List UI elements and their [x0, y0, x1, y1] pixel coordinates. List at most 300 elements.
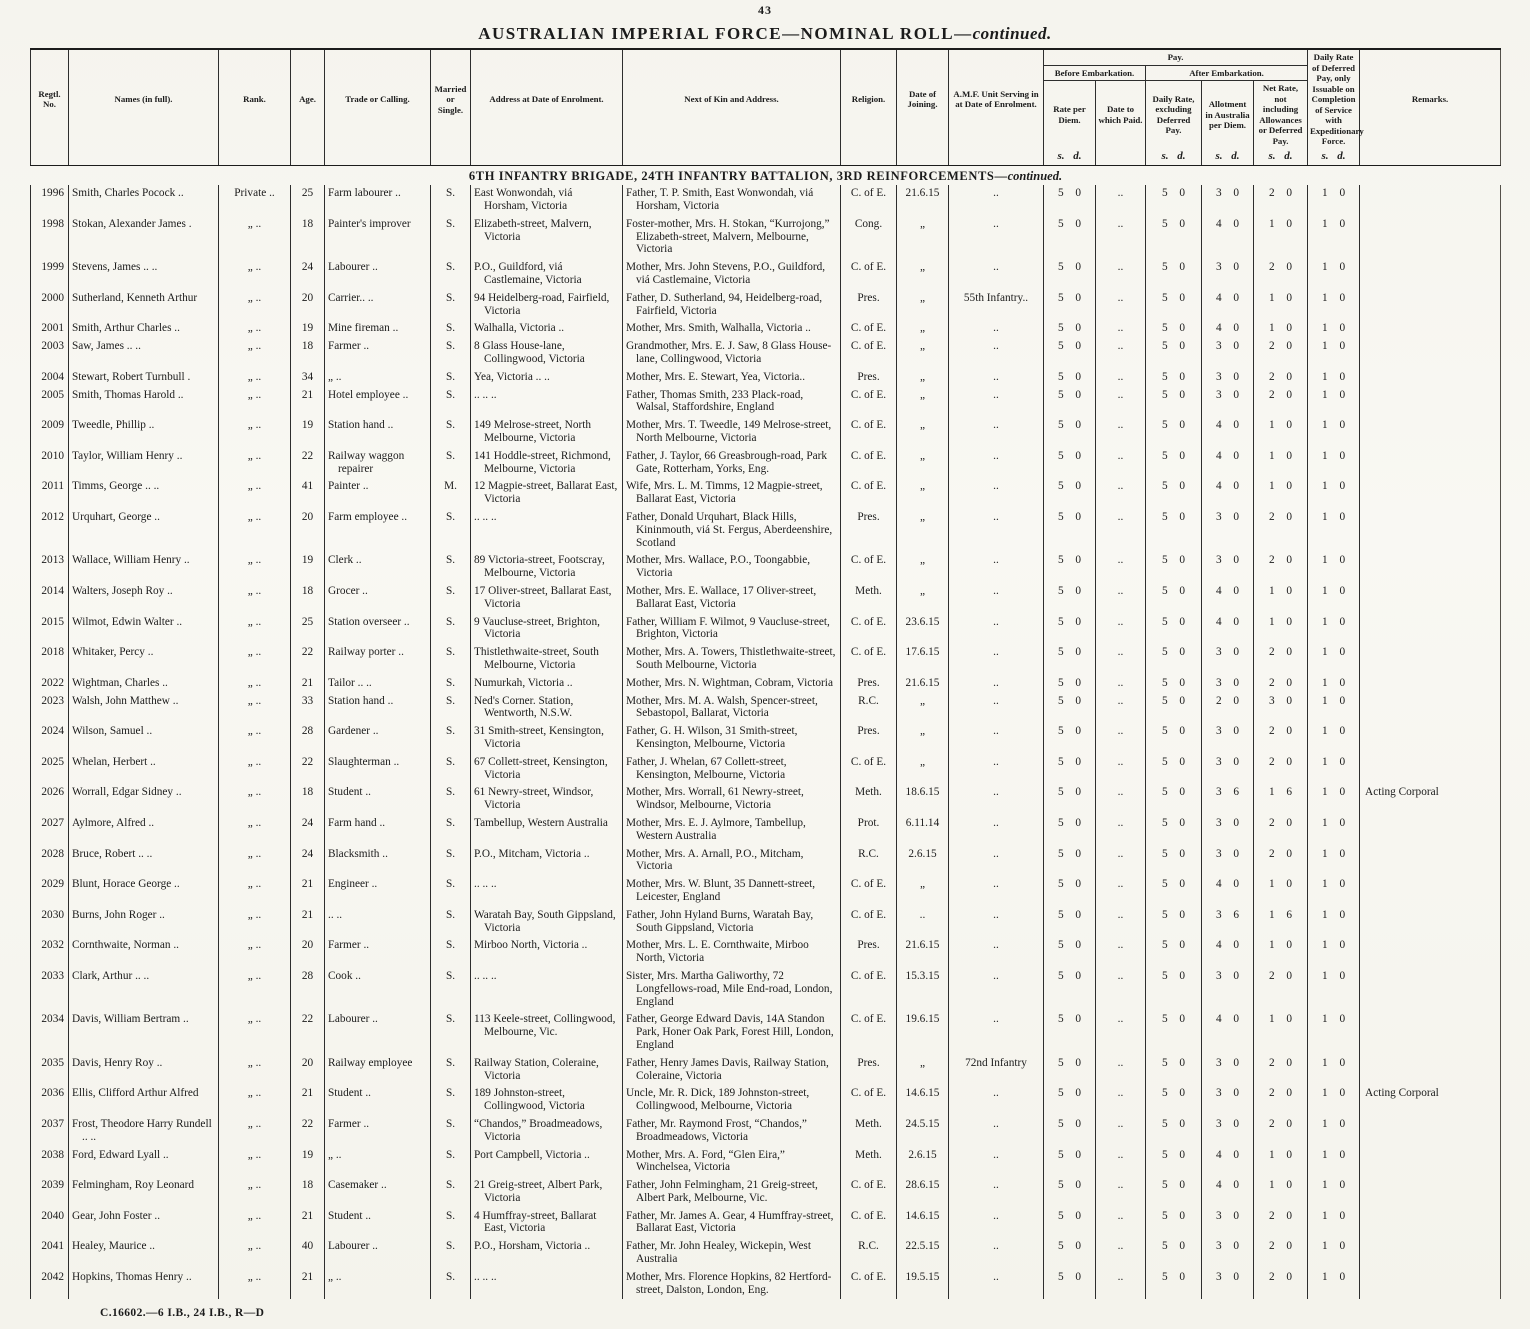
- cell-allot: 3 0: [1202, 552, 1254, 583]
- cell-remarks: [1360, 185, 1501, 216]
- cell-trade: .. ..: [325, 907, 431, 938]
- cell-allot: 3 0: [1202, 846, 1254, 877]
- cell-daily: 5 0: [1146, 1238, 1202, 1269]
- cell-religion: R.C.: [841, 846, 897, 877]
- cell-date: 18.6.15: [897, 784, 949, 815]
- cell-paid: ..: [1096, 1011, 1146, 1054]
- cell-name: Bruce, Robert .. ..: [69, 846, 219, 877]
- cell-nok: Uncle, Mr. R. Dick, 189 Johnston-street, Collingwood, Melbourne, Victoria: [623, 1085, 841, 1116]
- cell-allot: 4 0: [1202, 448, 1254, 479]
- cell-rate: 5 0: [1044, 644, 1096, 675]
- cell-rank: „ ..: [219, 509, 291, 552]
- cell-allot: 4 0: [1202, 614, 1254, 645]
- cell-net: 1 0: [1254, 417, 1308, 448]
- cell-ms: S.: [431, 784, 471, 815]
- cell-date: „: [897, 693, 949, 724]
- cell-unit: ..: [949, 754, 1044, 785]
- cell-trade: Painter's improver: [325, 216, 431, 259]
- cell-def: 1 0: [1308, 614, 1360, 645]
- cell-name: Taylor, William Henry ..: [69, 448, 219, 479]
- cell-religion: C. of E.: [841, 185, 897, 216]
- cell-nok: Mother, Mrs. Smith, Walhalla, Victoria ..: [623, 320, 841, 338]
- cell-net: 1 0: [1254, 1147, 1308, 1178]
- cell-nok: Father, Mr. Raymond Frost, “Chandos,” Broadmeadows, Victoria: [623, 1116, 841, 1147]
- cell-rate: 5 0: [1044, 1177, 1096, 1208]
- cell-def: 1 0: [1308, 937, 1360, 968]
- cell-religion: C. of E.: [841, 552, 897, 583]
- cell-date: „: [897, 552, 949, 583]
- section-heading-continued: continued.: [1007, 168, 1063, 183]
- cell-def: 1 0: [1308, 815, 1360, 846]
- cell-age: 22: [291, 754, 325, 785]
- cell-name: Wilmot, Edwin Walter ..: [69, 614, 219, 645]
- cell-ms: S.: [431, 846, 471, 877]
- cell-remarks: [1360, 387, 1501, 418]
- roll-row: [31, 846, 1501, 877]
- cell-unit: ..: [949, 338, 1044, 369]
- cell-unit: ..: [949, 723, 1044, 754]
- cell-def: 1 0: [1308, 784, 1360, 815]
- cell-age: 19: [291, 1147, 325, 1178]
- cell-daily: 5 0: [1146, 937, 1202, 968]
- cell-trade: Engineer ..: [325, 876, 431, 907]
- cell-trade: Blacksmith ..: [325, 846, 431, 877]
- cell-rate: 5 0: [1044, 509, 1096, 552]
- cell-date: 17.6.15: [897, 644, 949, 675]
- cell-ms: S.: [431, 693, 471, 724]
- cell-paid: ..: [1096, 1208, 1146, 1239]
- cell-allot: 4 0: [1202, 216, 1254, 259]
- cell-net: 1 0: [1254, 937, 1308, 968]
- cell-no: 2015: [31, 614, 69, 645]
- cell-religion: Pres.: [841, 937, 897, 968]
- cell-date: 21.6.15: [897, 185, 949, 216]
- cell-paid: ..: [1096, 1085, 1146, 1116]
- cell-rank: „ ..: [219, 1055, 291, 1086]
- cell-remarks: [1360, 723, 1501, 754]
- cell-rank: „ ..: [219, 369, 291, 387]
- cell-no: 2023: [31, 693, 69, 724]
- sd-daily: s. d.: [1146, 149, 1202, 166]
- cell-religion: C. of E.: [841, 320, 897, 338]
- cell-no: 2026: [31, 784, 69, 815]
- section-heading-row: [31, 165, 1501, 185]
- cell-net: 2 0: [1254, 723, 1308, 754]
- cell-age: 21: [291, 1269, 325, 1300]
- cell-ms: S.: [431, 259, 471, 290]
- sd-net: s. d.: [1254, 149, 1308, 166]
- cell-no: 2004: [31, 369, 69, 387]
- cell-ms: S.: [431, 907, 471, 938]
- cell-net: 1 6: [1254, 784, 1308, 815]
- cell-no: 1996: [31, 185, 69, 216]
- cell-paid: ..: [1096, 338, 1146, 369]
- cell-nok: Sister, Mrs. Martha Galiworthy, 72 Longfellows-road, Mile End-road, London, England: [623, 968, 841, 1011]
- cell-trade: Student ..: [325, 1208, 431, 1239]
- cell-rate: 5 0: [1044, 1085, 1096, 1116]
- cell-rate: 5 0: [1044, 1238, 1096, 1269]
- cell-rate: 5 0: [1044, 583, 1096, 614]
- cell-daily: 5 0: [1146, 478, 1202, 509]
- cell-net: 2 0: [1254, 259, 1308, 290]
- cell-paid: ..: [1096, 968, 1146, 1011]
- cell-daily: 5 0: [1146, 968, 1202, 1011]
- cell-no: 2005: [31, 387, 69, 418]
- cell-age: 18: [291, 784, 325, 815]
- cell-address: Elizabeth-street, Malvern, Victoria: [471, 216, 623, 259]
- cell-unit: ..: [949, 876, 1044, 907]
- cell-paid: ..: [1096, 1147, 1146, 1178]
- cell-paid: ..: [1096, 784, 1146, 815]
- header-before-embarkation: Before Embarkation.: [1044, 65, 1146, 81]
- cell-def: 1 0: [1308, 723, 1360, 754]
- cell-unit: ..: [949, 259, 1044, 290]
- cell-daily: 5 0: [1146, 1147, 1202, 1178]
- cell-rank: „ ..: [219, 1116, 291, 1147]
- cell-religion: Meth.: [841, 583, 897, 614]
- cell-def: 1 0: [1308, 644, 1360, 675]
- cell-age: 19: [291, 320, 325, 338]
- cell-rate: 5 0: [1044, 907, 1096, 938]
- roll-row: [31, 290, 1501, 321]
- roll-row: [31, 185, 1501, 216]
- cell-age: 18: [291, 1177, 325, 1208]
- cell-allot: 4 0: [1202, 1147, 1254, 1178]
- cell-nok: Father, J. Taylor, 66 Greasbrough-road, Park Gate, Rotterham, Yorks, Eng.: [623, 448, 841, 479]
- header-names: Names (in full).: [69, 49, 219, 149]
- cell-remarks: [1360, 478, 1501, 509]
- roll-row: [31, 754, 1501, 785]
- shillings-pence-row: [31, 149, 1501, 166]
- cell-ms: S.: [431, 614, 471, 645]
- cell-ms: S.: [431, 1208, 471, 1239]
- cell-nok: Mother, Mrs. Wallace, P.O., Toongabbie, Victoria: [623, 552, 841, 583]
- cell-rank: „ ..: [219, 846, 291, 877]
- cell-age: 22: [291, 1011, 325, 1054]
- cell-no: 2018: [31, 644, 69, 675]
- cell-address: Tambellup, Western Australia: [471, 815, 623, 846]
- cell-address: “Chandos,” Broadmeadows, Victoria: [471, 1116, 623, 1147]
- roll-row: [31, 1085, 1501, 1116]
- cell-paid: ..: [1096, 290, 1146, 321]
- header-rate-per-diem: Rate per Diem.: [1044, 81, 1096, 149]
- cell-daily: 5 0: [1146, 644, 1202, 675]
- cell-allot: 3 0: [1202, 815, 1254, 846]
- cell-date: 2.6.15: [897, 846, 949, 877]
- cell-def: 1 0: [1308, 1055, 1360, 1086]
- cell-nok: Grandmother, Mrs. E. J. Saw, 8 Glass House-lane, Collingwood, Victoria: [623, 338, 841, 369]
- cell-remarks: [1360, 448, 1501, 479]
- cell-allot: 3 0: [1202, 509, 1254, 552]
- cell-address: Walhalla, Victoria ..: [471, 320, 623, 338]
- cell-net: 2 0: [1254, 1116, 1308, 1147]
- cell-rank: „ ..: [219, 907, 291, 938]
- cell-unit: ..: [949, 614, 1044, 645]
- cell-daily: 5 0: [1146, 369, 1202, 387]
- cell-rank: „ ..: [219, 338, 291, 369]
- cell-nok: Mother, Mrs. L. E. Cornthwaite, Mirboo North, Victoria: [623, 937, 841, 968]
- cell-allot: 3 6: [1202, 784, 1254, 815]
- cell-paid: ..: [1096, 644, 1146, 675]
- cell-remarks: [1360, 369, 1501, 387]
- cell-age: 22: [291, 1116, 325, 1147]
- cell-no: 2024: [31, 723, 69, 754]
- header-trade: Trade or Calling.: [325, 49, 431, 149]
- cell-name: Urquhart, George ..: [69, 509, 219, 552]
- cell-address: P.O., Mitcham, Victoria ..: [471, 846, 623, 877]
- cell-address: 141 Hoddle-street, Richmond, Melbourne, Victoria: [471, 448, 623, 479]
- cell-age: 24: [291, 815, 325, 846]
- cell-age: 34: [291, 369, 325, 387]
- cell-date: 23.6.15: [897, 614, 949, 645]
- cell-paid: ..: [1096, 369, 1146, 387]
- cell-rate: 5 0: [1044, 448, 1096, 479]
- cell-ms: S.: [431, 417, 471, 448]
- cell-religion: Pres.: [841, 675, 897, 693]
- cell-unit: ..: [949, 583, 1044, 614]
- roll-row: [31, 417, 1501, 448]
- cell-allot: 3 0: [1202, 1238, 1254, 1269]
- cell-def: 1 0: [1308, 1085, 1360, 1116]
- cell-name: Stokan, Alexander James .: [69, 216, 219, 259]
- cell-rank: „ ..: [219, 320, 291, 338]
- cell-date: „: [897, 387, 949, 418]
- cell-religion: Pres.: [841, 723, 897, 754]
- cell-trade: Labourer ..: [325, 1011, 431, 1054]
- cell-name: Healey, Maurice ..: [69, 1238, 219, 1269]
- cell-ms: S.: [431, 185, 471, 216]
- cell-ms: S.: [431, 644, 471, 675]
- section-heading: 6TH INFANTRY BRIGADE, 24TH INFANTRY BATTALION, 3RD REINFORCEMENTS—: [468, 168, 1008, 183]
- page-title-continued: continued.: [972, 24, 1052, 43]
- cell-address: .. .. ..: [471, 1269, 623, 1300]
- cell-rate: 5 0: [1044, 876, 1096, 907]
- cell-rate: 5 0: [1044, 614, 1096, 645]
- cell-religion: C. of E.: [841, 907, 897, 938]
- cell-religion: C. of E.: [841, 417, 897, 448]
- cell-ms: M.: [431, 478, 471, 509]
- cell-nok: Mother, Mrs. T. Tweedle, 149 Melrose-street, North Melbourne, Victoria: [623, 417, 841, 448]
- cell-allot: 4 0: [1202, 320, 1254, 338]
- cell-age: 20: [291, 1055, 325, 1086]
- cell-net: 3 0: [1254, 693, 1308, 724]
- cell-address: P.O., Horsham, Victoria ..: [471, 1238, 623, 1269]
- cell-remarks: [1360, 583, 1501, 614]
- roll-row: [31, 583, 1501, 614]
- cell-daily: 5 0: [1146, 723, 1202, 754]
- cell-address: Railway Station, Coleraine, Victoria: [471, 1055, 623, 1086]
- cell-name: Saw, James .. ..: [69, 338, 219, 369]
- cell-date: „: [897, 1055, 949, 1086]
- cell-unit: ..: [949, 1208, 1044, 1239]
- cell-trade: Railway employee: [325, 1055, 431, 1086]
- cell-daily: 5 0: [1146, 509, 1202, 552]
- cell-rate: 5 0: [1044, 1055, 1096, 1086]
- cell-religion: C. of E.: [841, 876, 897, 907]
- cell-remarks: [1360, 259, 1501, 290]
- roll-row: [31, 1116, 1501, 1147]
- cell-ms: S.: [431, 1269, 471, 1300]
- cell-paid: ..: [1096, 1116, 1146, 1147]
- cell-def: 1 0: [1308, 968, 1360, 1011]
- cell-no: 2013: [31, 552, 69, 583]
- cell-remarks: [1360, 1116, 1501, 1147]
- cell-trade: Station hand ..: [325, 693, 431, 724]
- cell-address: 61 Newry-street, Windsor, Victoria: [471, 784, 623, 815]
- cell-net: 2 0: [1254, 1208, 1308, 1239]
- cell-daily: 5 0: [1146, 614, 1202, 645]
- roll-row: [31, 1177, 1501, 1208]
- cell-religion: C. of E.: [841, 644, 897, 675]
- cell-remarks: [1360, 1055, 1501, 1086]
- cell-net: 2 0: [1254, 675, 1308, 693]
- cell-trade: Clerk ..: [325, 552, 431, 583]
- cell-religion: Pres.: [841, 290, 897, 321]
- cell-ms: S.: [431, 552, 471, 583]
- cell-def: 1 0: [1308, 259, 1360, 290]
- cell-nok: Mother, Mrs. E. J. Aylmore, Tambellup, Western Australia: [623, 815, 841, 846]
- cell-unit: ..: [949, 448, 1044, 479]
- cell-ms: S.: [431, 320, 471, 338]
- roll-row: [31, 338, 1501, 369]
- cell-allot: 3 0: [1202, 754, 1254, 785]
- cell-unit: ..: [949, 937, 1044, 968]
- cell-daily: 5 0: [1146, 675, 1202, 693]
- cell-remarks: [1360, 644, 1501, 675]
- roll-row: [31, 1055, 1501, 1086]
- cell-paid: ..: [1096, 675, 1146, 693]
- roll-row: [31, 1011, 1501, 1054]
- cell-address: 4 Humffray-street, Ballarat East, Victoria: [471, 1208, 623, 1239]
- cell-date: 6.11.14: [897, 815, 949, 846]
- cell-ms: S.: [431, 1238, 471, 1269]
- cell-daily: 5 0: [1146, 1208, 1202, 1239]
- roll-table-body: [31, 165, 1501, 1299]
- cell-daily: 5 0: [1146, 1116, 1202, 1147]
- cell-def: 1 0: [1308, 290, 1360, 321]
- cell-name: Burns, John Roger ..: [69, 907, 219, 938]
- cell-date: „: [897, 369, 949, 387]
- cell-unit: ..: [949, 417, 1044, 448]
- cell-net: 2 0: [1254, 509, 1308, 552]
- cell-daily: 5 0: [1146, 448, 1202, 479]
- cell-rate: 5 0: [1044, 968, 1096, 1011]
- cell-name: Smith, Charles Pocock ..: [69, 185, 219, 216]
- cell-address: 94 Heidelberg-road, Fairfield, Victoria: [471, 290, 623, 321]
- cell-date: 19.6.15: [897, 1011, 949, 1054]
- cell-nok: Father, Thomas Smith, 233 Plack-road, Walsal, Staffordshire, England: [623, 387, 841, 418]
- cell-address: Waratah Bay, South Gippsland, Victoria: [471, 907, 623, 938]
- cell-def: 1 0: [1308, 320, 1360, 338]
- cell-def: 1 0: [1308, 369, 1360, 387]
- cell-trade: Student ..: [325, 784, 431, 815]
- cell-name: Whelan, Herbert ..: [69, 754, 219, 785]
- cell-unit: ..: [949, 1147, 1044, 1178]
- cell-address: 9 Vaucluse-street, Brighton, Victoria: [471, 614, 623, 645]
- cell-rank: „ ..: [219, 876, 291, 907]
- cell-rank: „ ..: [219, 784, 291, 815]
- cell-net: 2 0: [1254, 1238, 1308, 1269]
- cell-date: 28.6.15: [897, 1177, 949, 1208]
- cell-no: 2029: [31, 876, 69, 907]
- cell-paid: ..: [1096, 185, 1146, 216]
- cell-date: „: [897, 448, 949, 479]
- cell-net: 2 0: [1254, 815, 1308, 846]
- cell-name: Hopkins, Thomas Henry ..: [69, 1269, 219, 1300]
- cell-age: 21: [291, 387, 325, 418]
- cell-remarks: [1360, 876, 1501, 907]
- cell-name: Blunt, Horace George ..: [69, 876, 219, 907]
- cell-rate: 5 0: [1044, 478, 1096, 509]
- cell-unit: ..: [949, 478, 1044, 509]
- cell-nok: Father, Mr. John Healey, Wickepin, West Australia: [623, 1238, 841, 1269]
- cell-date: 14.6.15: [897, 1085, 949, 1116]
- cell-trade: Railway porter ..: [325, 644, 431, 675]
- cell-date: „: [897, 417, 949, 448]
- cell-date: „: [897, 216, 949, 259]
- cell-no: 2035: [31, 1055, 69, 1086]
- cell-def: 1 0: [1308, 693, 1360, 724]
- cell-def: 1 0: [1308, 417, 1360, 448]
- cell-paid: ..: [1096, 614, 1146, 645]
- cell-rank: „ ..: [219, 1085, 291, 1116]
- cell-no: 2032: [31, 937, 69, 968]
- cell-net: 2 0: [1254, 552, 1308, 583]
- cell-paid: ..: [1096, 907, 1146, 938]
- cell-date: „: [897, 509, 949, 552]
- cell-date: ..: [897, 907, 949, 938]
- cell-nok: Foster-mother, Mrs. H. Stokan, “Kurrojong,” Elizabeth-street, Malvern, Melbourne, Victoria: [623, 216, 841, 259]
- cell-net: 2 0: [1254, 338, 1308, 369]
- cell-daily: 5 0: [1146, 387, 1202, 418]
- cell-age: 21: [291, 907, 325, 938]
- roll-row: [31, 968, 1501, 1011]
- header-deferred-pay: Daily Rate of Deferred Pay, only Issuable on Completion of Service with Expeditionary Force.: [1308, 49, 1360, 149]
- cell-nok: Father, T. P. Smith, East Wonwondah, viá Horsham, Victoria: [623, 185, 841, 216]
- cell-def: 1 0: [1308, 583, 1360, 614]
- roll-row: [31, 876, 1501, 907]
- cell-paid: ..: [1096, 509, 1146, 552]
- cell-trade: Casemaker ..: [325, 1177, 431, 1208]
- cell-paid: ..: [1096, 1269, 1146, 1300]
- cell-nok: Mother, Mrs. W. Blunt, 35 Dannett-street, Leicester, England: [623, 876, 841, 907]
- cell-name: Timms, George .. ..: [69, 478, 219, 509]
- header-religion: Religion.: [841, 49, 897, 149]
- cell-address: 31 Smith-street, Kensington, Victoria: [471, 723, 623, 754]
- roll-row: [31, 259, 1501, 290]
- cell-rate: 5 0: [1044, 185, 1096, 216]
- cell-remarks: [1360, 907, 1501, 938]
- cell-address: Mirboo North, Victoria ..: [471, 937, 623, 968]
- cell-daily: 5 0: [1146, 1177, 1202, 1208]
- cell-date: „: [897, 478, 949, 509]
- cell-net: 2 0: [1254, 1269, 1308, 1300]
- cell-age: 28: [291, 723, 325, 754]
- cell-daily: 5 0: [1146, 876, 1202, 907]
- cell-ms: S.: [431, 723, 471, 754]
- cell-nok: Mother, Mrs. Worrall, 61 Newry-street, Windsor, Melbourne, Victoria: [623, 784, 841, 815]
- cell-paid: ..: [1096, 478, 1146, 509]
- cell-religion: Meth.: [841, 1116, 897, 1147]
- cell-remarks: [1360, 338, 1501, 369]
- cell-trade: Tailor .. ..: [325, 675, 431, 693]
- cell-net: 2 0: [1254, 644, 1308, 675]
- cell-allot: 3 0: [1202, 369, 1254, 387]
- cell-ms: S.: [431, 1116, 471, 1147]
- cell-nok: Mother, Mrs. A. Ford, “Glen Eira,” Winchelsea, Victoria: [623, 1147, 841, 1178]
- cell-rank: „ ..: [219, 387, 291, 418]
- cell-trade: Mine fireman ..: [325, 320, 431, 338]
